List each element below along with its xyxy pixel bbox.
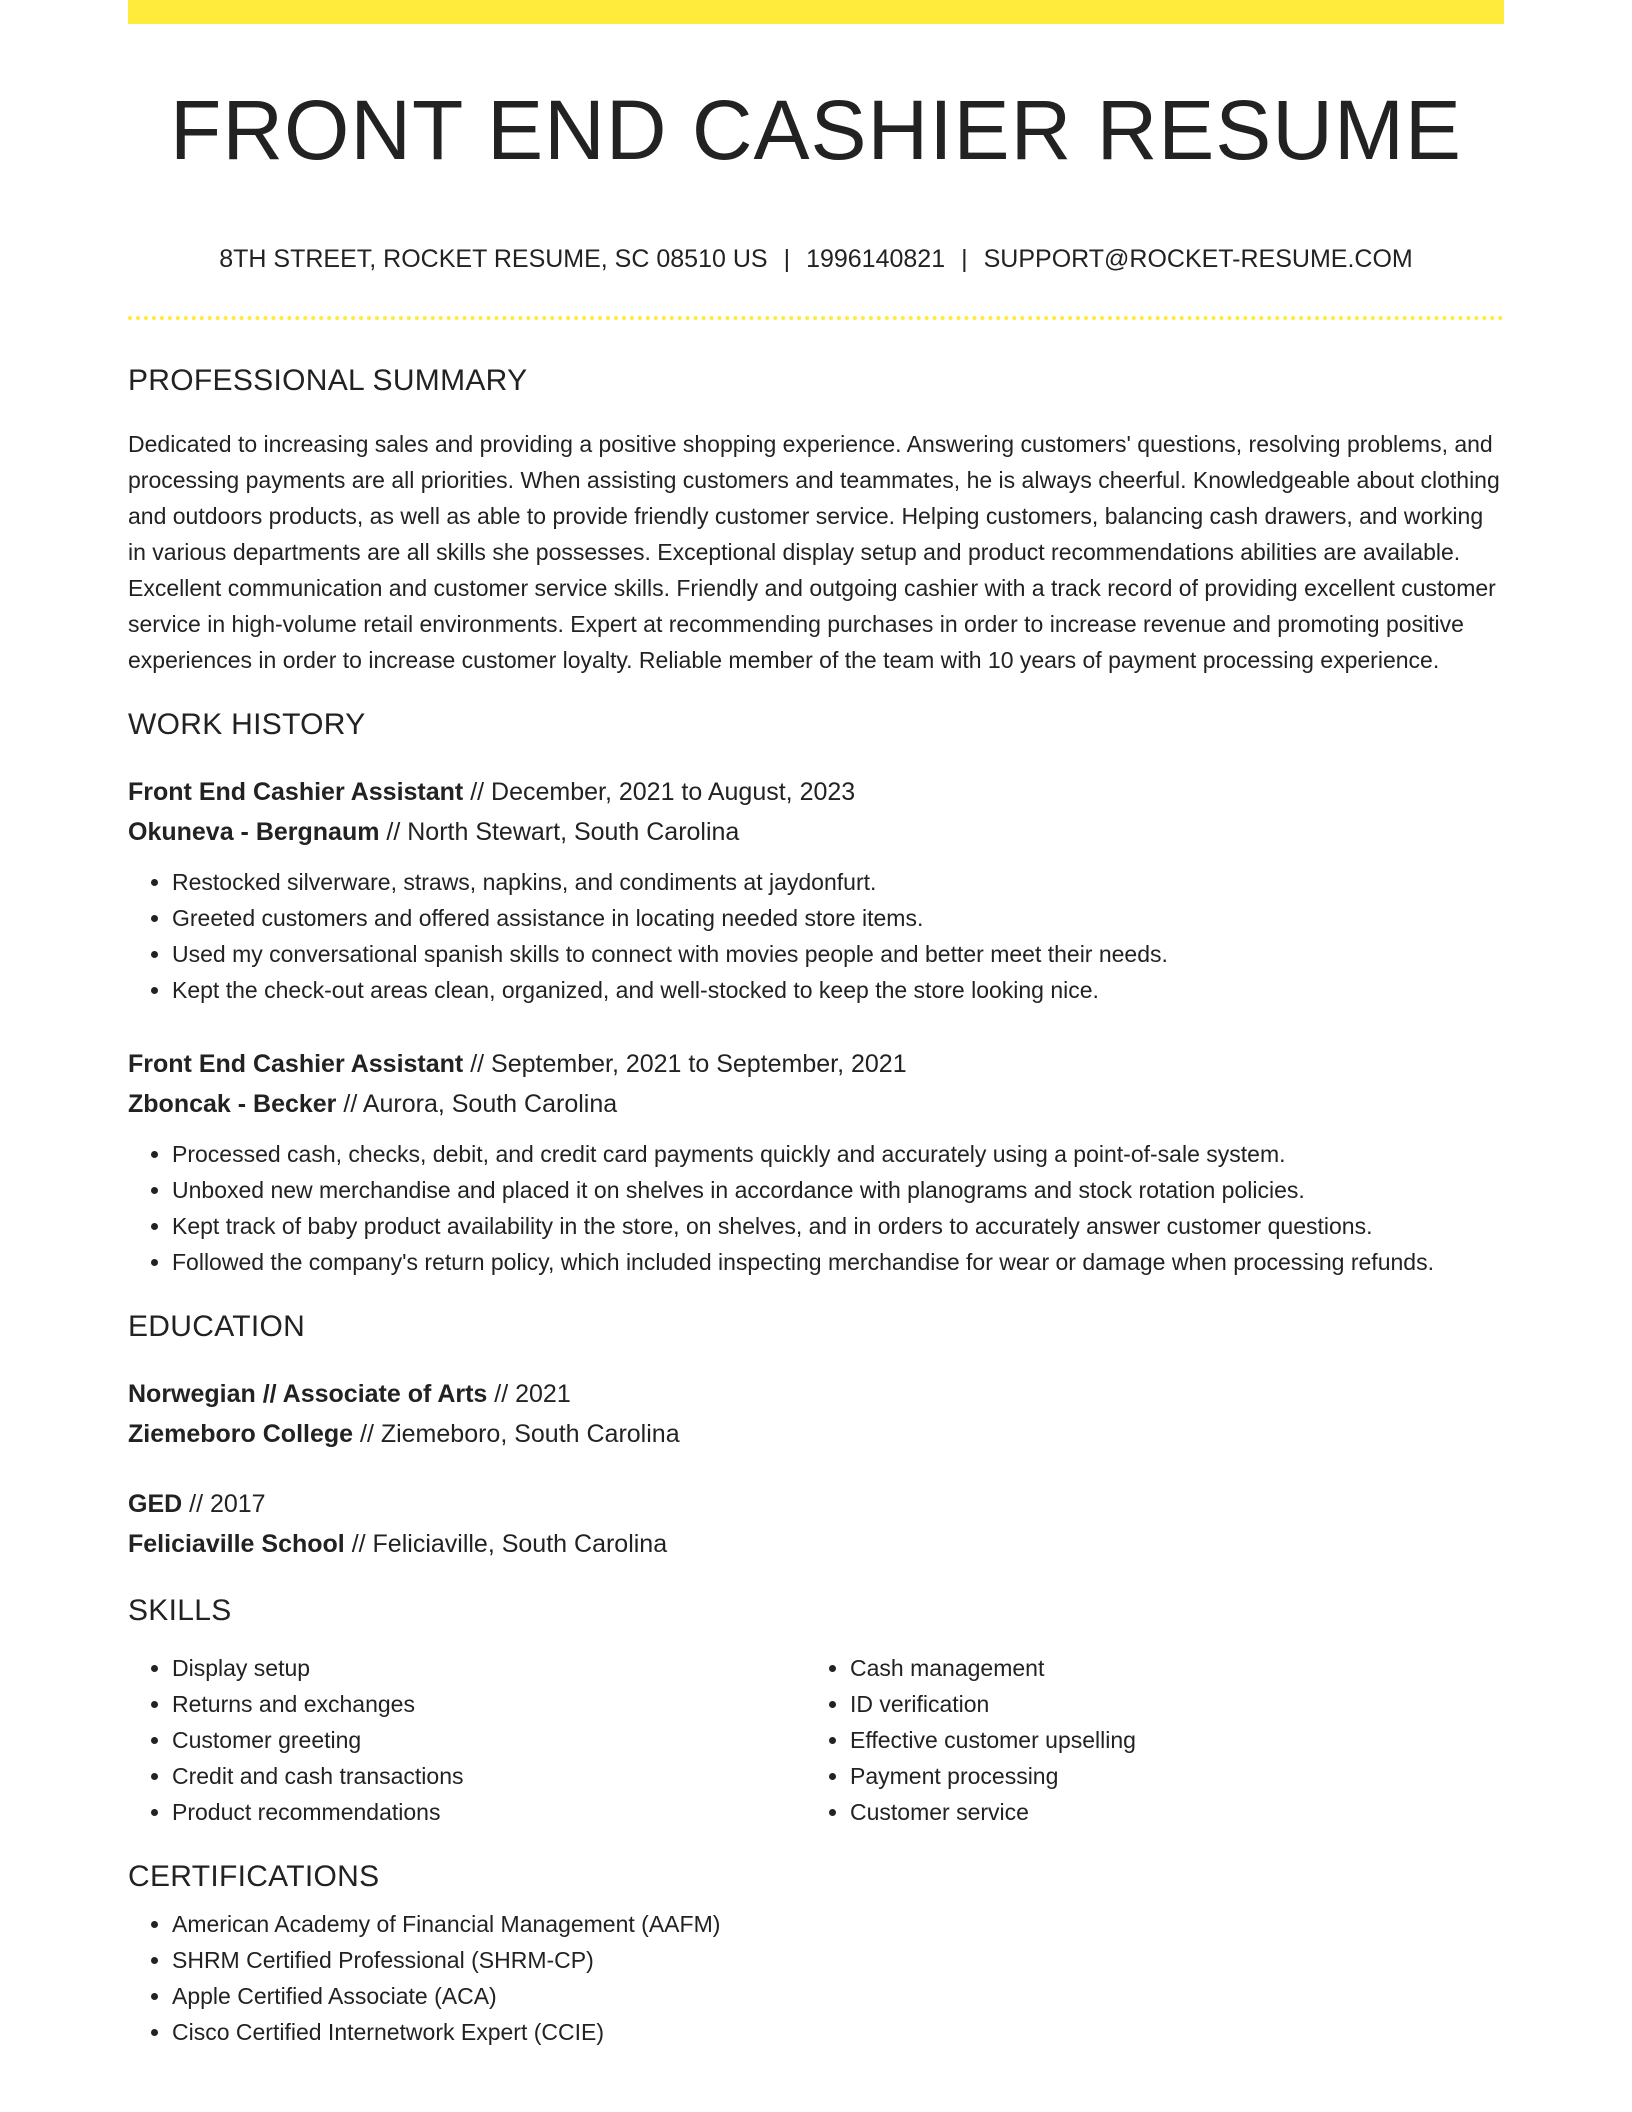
top-accent-bar [128, 0, 1504, 24]
summary-heading: PROFESSIONAL SUMMARY [128, 364, 528, 398]
job-title-line [128, 1044, 1504, 1084]
list-item: • Customer greeting [172, 1722, 806, 1758]
school: Ziemeboro College [128, 1420, 354, 1449]
dotted-divider [128, 316, 1504, 320]
list-item: • Effective customer upselling [850, 1722, 1484, 1758]
work-heading: WORK HISTORY [128, 708, 366, 742]
list-item: • ID verification [850, 1686, 1484, 1722]
skills-list-left [128, 1650, 806, 1830]
skills-heading: SKILLS [128, 1594, 232, 1628]
contact-separator: | [961, 245, 968, 274]
job-entry [128, 1044, 1504, 1280]
skills-grid [128, 1650, 1504, 1830]
school-location: // Ziemeboro, South Carolina [353, 1420, 680, 1449]
job-company-line [128, 1084, 1504, 1124]
list-item: • Cisco Certified Internetwork Expert (CCIE) [172, 2014, 1504, 2050]
summary-text: Dedicated to increasing sales and providing a positive shopping experience. Answering customers' questions, resolving problems, and processing payments are all priorities. When assisting customers and teammates, he is always cheerful. Knowledgeable about clothing and outdoors products, as well as able to provide friendly customer service. Helping customers, balancing cash drawers, and working in various departments are all skills she possesses. Exceptional display setup and product recommendations abilities are available. Excellent communication and customer service skills. Friendly and outgoing cashier with a track record of providing excellent customer service in high-volume retail environments. Expert at recommending purchases in order to increase revenue and promoting positive experiences in order to increase customer loyalty. Reliable member of the team with 10 years of payment processing experience. [128, 431, 1500, 674]
job-location: // North Stewart, South Carolina [379, 818, 740, 847]
list-item: • Product recommendations [172, 1794, 806, 1830]
skills-list-right [806, 1650, 1484, 1830]
degree: GED [128, 1490, 183, 1519]
degree-line [128, 1484, 1504, 1524]
job-company: Zboncak - Becker [128, 1090, 337, 1119]
list-item: • Kept the check-out areas clean, organized, and well-stocked to keep the store looking nice. [172, 972, 1504, 1008]
education-entry [128, 1374, 1504, 1454]
list-item: • American Academy of Financial Management (AAFM) [172, 1906, 1504, 1942]
school-location: // Feliciaville, South Carolina [344, 1530, 668, 1559]
job-dates: // December, 2021 to August, 2023 [463, 778, 856, 807]
degree-line [128, 1374, 1504, 1414]
list-item: • Apple Certified Associate (ACA) [172, 1978, 1504, 2014]
certifications-list [128, 1906, 1504, 2050]
summary-section [128, 364, 1504, 678]
list-item: • Used my conversational spanish skills to connect with movies people and better meet their needs. [172, 936, 1504, 972]
contact-email: SUPPORT@ROCKET-RESUME.COM [983, 245, 1413, 274]
degree: Norwegian // Associate of Arts [128, 1380, 488, 1409]
certifications-heading: CERTIFICATIONS [128, 1860, 380, 1894]
list-item: • Greeted customers and offered assistance in locating needed store items. [172, 900, 1504, 936]
education-heading: EDUCATION [128, 1310, 306, 1344]
school: Feliciaville School [128, 1530, 345, 1559]
school-line [128, 1414, 1504, 1454]
contact-address: 8TH STREET, ROCKET RESUME, SC 08510 US [219, 245, 768, 274]
list-item: • Credit and cash transactions [172, 1758, 806, 1794]
degree-year: // 2021 [487, 1380, 571, 1409]
job-title: Front End Cashier Assistant [128, 1050, 464, 1079]
job-title-line [128, 772, 1504, 812]
certifications-section [128, 1860, 1504, 2050]
list-item: • Restocked silverware, straws, napkins, and condiments at jaydonfurt. [172, 864, 1504, 900]
contact-phone: 1996140821 [806, 245, 946, 274]
list-item: • Customer service [850, 1794, 1484, 1830]
job-bullets [128, 864, 1504, 1008]
resume-title: FRONT END CASHIER RESUME [170, 83, 1462, 177]
job-company-line [128, 812, 1504, 852]
job-bullets [128, 1136, 1504, 1280]
list-item: • Unboxed new merchandise and placed it on shelves in accordance with planograms and stock rotation policies. [172, 1172, 1504, 1208]
list-item: • Returns and exchanges [172, 1686, 806, 1722]
education-entry [128, 1484, 1504, 1564]
skills-column-right [806, 1650, 1484, 1830]
list-item: • Followed the company's return policy, which included inspecting merchandise for wear or damage when processing refunds. [172, 1244, 1504, 1280]
job-dates: // September, 2021 to September, 2021 [463, 1050, 907, 1079]
contact-separator: | [783, 245, 791, 274]
job-company: Okuneva - Bergnaum [128, 818, 380, 847]
work-section [128, 708, 1504, 1280]
skills-column-left [128, 1650, 806, 1830]
list-item: • Display setup [172, 1650, 806, 1686]
list-item: • Cash management [850, 1650, 1484, 1686]
education-section [128, 1310, 1504, 1564]
list-item: • Processed cash, checks, debit, and credit card payments quickly and accurately using a point-of-sale system. [172, 1136, 1504, 1172]
job-title: Front End Cashier Assistant [128, 778, 464, 807]
resume-page [128, 0, 1504, 2050]
list-item: • Kept track of baby product availability in the store, on shelves, and in orders to accurately answer customer questions. [172, 1208, 1504, 1244]
skills-section [128, 1594, 1504, 1830]
job-entry [128, 772, 1504, 1008]
list-item: • SHRM Certified Professional (SHRM-CP) [172, 1942, 1504, 1978]
job-location: // Aurora, South Carolina [336, 1090, 618, 1119]
school-line [128, 1524, 1504, 1564]
contact-line [128, 244, 1504, 274]
degree-year: // 2017 [182, 1490, 266, 1519]
list-item: • Payment processing [850, 1758, 1484, 1794]
